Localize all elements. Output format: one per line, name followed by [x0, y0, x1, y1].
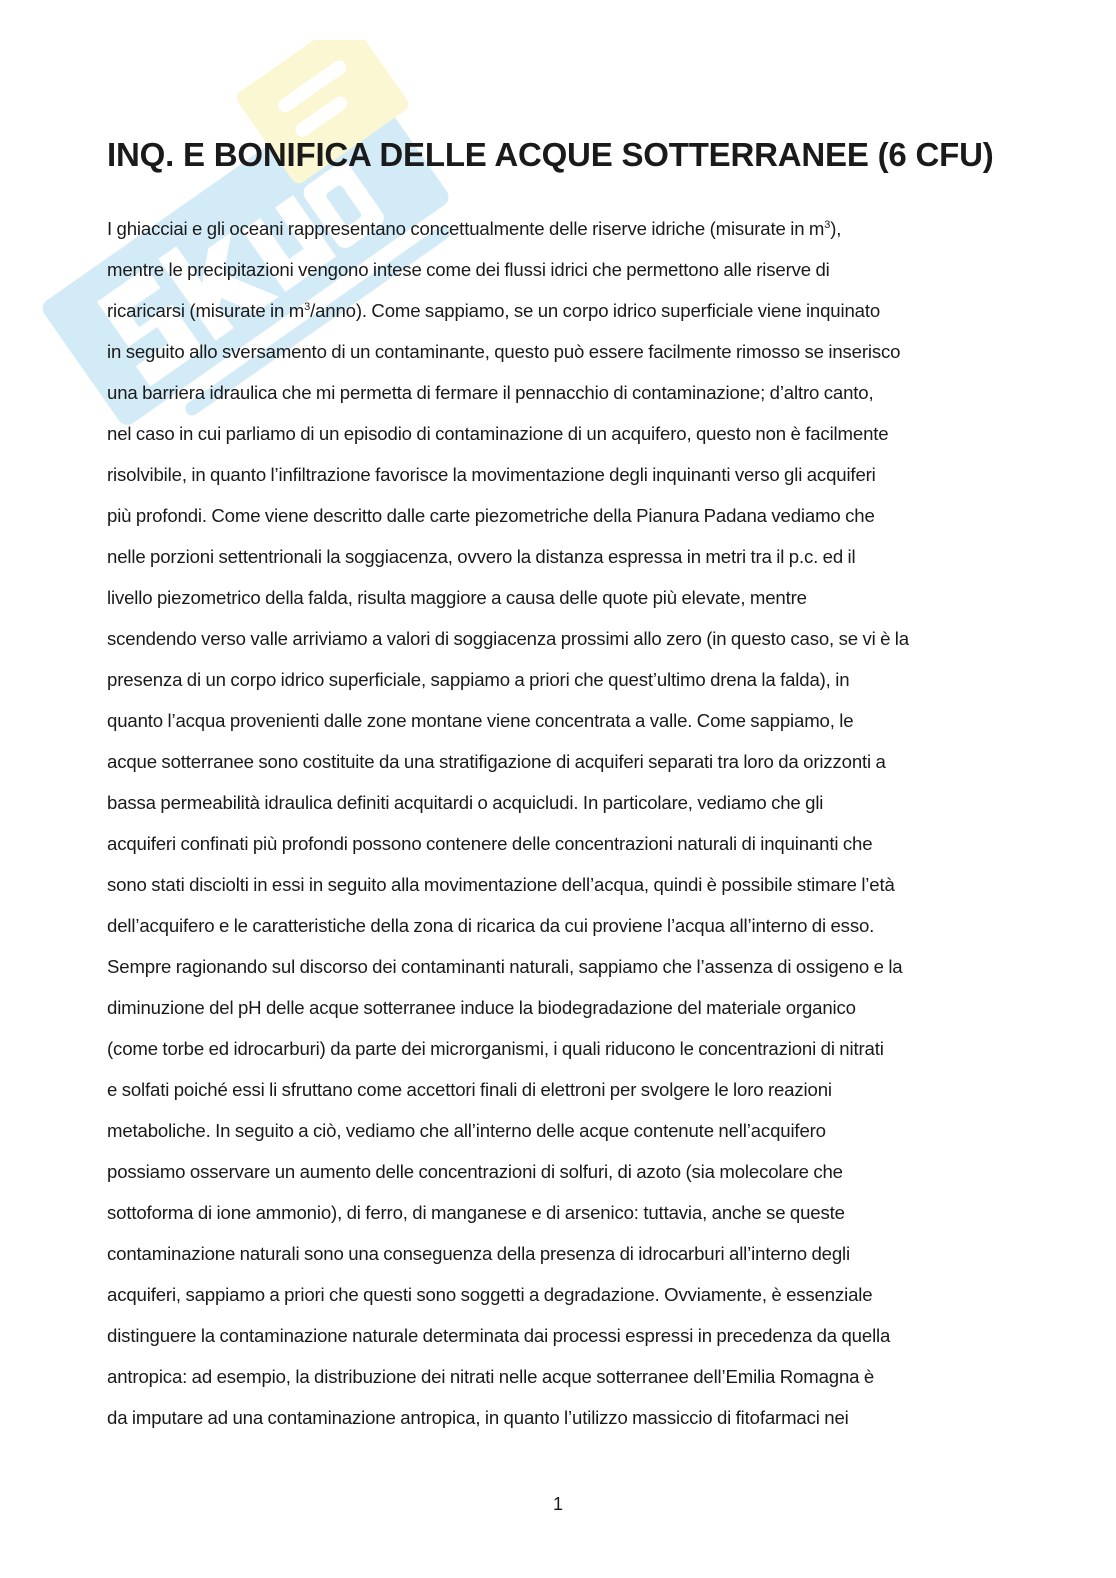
- text-segment: più profondi. Come viene descritto dalle carte piezometriche della Pianura Padana vediamo che: [107, 505, 875, 526]
- text-line: [107, 1199, 1007, 1240]
- text-segment: ),: [830, 218, 842, 239]
- text-line: [107, 379, 1007, 420]
- text-segment: sottoforma di ione ammonio), di ferro, di manganese e di arsenico: tuttavia, anche se queste: [107, 1202, 845, 1223]
- text-line: [107, 748, 1007, 789]
- text-segment: mentre le precipitazioni vengono intese come dei flussi idrici che permettono alle riserve di: [107, 259, 830, 280]
- text-segment: acquiferi, sappiamo a priori che questi sono soggetti a degradazione. Ovviamente, è essenziale: [107, 1284, 873, 1305]
- text-segment: dell’acquifero e le caratteristiche della zona di ricarica da cui proviene l’acqua all’interno di esso.: [107, 915, 875, 936]
- text-line: [107, 1404, 1007, 1445]
- text-segment: livello piezometrico della falda, risulta maggiore a causa delle quote più elevate, mentre: [107, 587, 807, 608]
- text-segment: in seguito allo sversamento di un contaminante, questo può essere facilmente rimosso se inserisco: [107, 341, 901, 362]
- text-segment: scendendo verso valle arriviamo a valori di soggiacenza prossimi allo zero (in questo caso, se vi è la: [107, 628, 909, 649]
- text-line: [107, 420, 1007, 461]
- text-segment: nelle porzioni settentrionali la soggiacenza, ovvero la distanza espressa in metri tra il p.c. ed il: [107, 546, 856, 567]
- text-segment: da imputare ad una contaminazione antropica, in quanto l’utilizzo massiccio di fitofarmaci nei: [107, 1407, 849, 1428]
- text-segment: nel caso in cui parliamo di un episodio di contaminazione di un acquifero, questo non è facilmente: [107, 423, 889, 444]
- text-line: [107, 1076, 1007, 1117]
- text-segment: Sempre ragionando sul discorso dei contaminanti naturali, sappiamo che l’assenza di ossigeno e la: [107, 956, 903, 977]
- text-segment: ricaricarsi (misurate in m: [107, 300, 305, 321]
- text-segment: I ghiacciai e gli oceani rappresentano concettualmente delle riserve idriche (misurate in m: [107, 218, 825, 239]
- text-line: [107, 871, 1007, 912]
- text-line: [107, 461, 1007, 502]
- text-segment: acque sotterranee sono costituite da una stratifigazione di acquiferi separati tra loro da orizzonti a: [107, 751, 886, 772]
- text-line: [107, 830, 1007, 871]
- text-line: [107, 1363, 1007, 1404]
- text-segment: antropica: ad esempio, la distribuzione dei nitrati nelle acque sotterranee dell’Emilia Romagna è: [107, 1366, 875, 1387]
- superscript: 3: [304, 300, 311, 313]
- text-segment: presenza di un corpo idrico superficiale, sappiamo a priori che quest’ultimo drena la falda), in: [107, 669, 850, 690]
- superscript: 3: [824, 218, 831, 231]
- text-segment: una barriera idraulica che mi permetta di fermare il pennacchio di contaminazione; d’altro canto,: [107, 382, 874, 403]
- text-line: [107, 1281, 1007, 1322]
- text-line: [107, 1117, 1007, 1158]
- text-segment: acquiferi confinati più profondi possono contenere delle concentrazioni naturali di inquinanti che: [107, 833, 873, 854]
- text-segment: metaboliche. In seguito a ciò, vediamo che all’interno delle acque contenute nell’acquifero: [107, 1120, 826, 1141]
- text-line: [107, 994, 1007, 1035]
- text-segment: sono stati disciolti in essi in seguito alla movimentazione dell’acqua, quindi è possibile stimare l’età: [107, 874, 895, 895]
- text-line: [107, 584, 1007, 625]
- text-line: [107, 789, 1007, 830]
- text-line: [107, 1240, 1007, 1281]
- text-segment: distinguere la contaminazione naturale determinata dai processi espressi in precedenza da quella: [107, 1325, 891, 1346]
- page-number: 1: [552, 1494, 563, 1514]
- text-line: [107, 338, 1007, 379]
- text-line: [107, 912, 1007, 953]
- text-segment: risolvibile, in quanto l’infiltrazione favorisce la movimentazione degli inquinanti verso gli acquiferi: [107, 464, 876, 485]
- text-line: [107, 297, 1007, 338]
- text-line: [107, 953, 1007, 994]
- text-line: [107, 502, 1007, 543]
- text-line: [107, 1035, 1007, 1076]
- text-line: [107, 666, 1007, 707]
- text-segment: possiamo osservare un aumento delle concentrazioni di solfuri, di azoto (sia molecolare che: [107, 1161, 843, 1182]
- text-segment: quanto l’acqua provenienti dalle zone montane viene concentrata a valle. Come sappiamo, le: [107, 710, 854, 731]
- text-segment: /anno). Come sappiamo, se un corpo idrico superficiale viene inquinato: [310, 300, 881, 321]
- text-line: [107, 625, 1007, 666]
- text-line: [107, 215, 1007, 256]
- text-line: [107, 256, 1007, 297]
- text-line: [107, 707, 1007, 748]
- text-segment: e solfati poiché essi li sfruttano come accettori finali di elettroni per svolgere le loro reazioni: [107, 1079, 832, 1100]
- text-segment: bassa permeabilità idraulica definiti acquitardi o acquicludi. In particolare, vediamo che gli: [107, 792, 824, 813]
- text-line: [107, 1322, 1007, 1363]
- page-title: INQ. E BONIFICA DELLE ACQUE SOTTERRANEE (6 CFU): [107, 136, 994, 173]
- text-segment: contaminazione naturali sono una conseguenza della presenza di idrocarburi all’interno degli: [107, 1243, 850, 1264]
- text-segment: (come torbe ed idrocarburi) da parte dei microrganismi, i quali riducono le concentrazioni di nitrati: [107, 1038, 884, 1059]
- body-text: [107, 215, 1007, 1445]
- text-segment: diminuzione del pH delle acque sotterranee induce la biodegradazione del materiale organico: [107, 997, 856, 1018]
- text-line: [107, 1158, 1007, 1199]
- text-line: [107, 543, 1007, 584]
